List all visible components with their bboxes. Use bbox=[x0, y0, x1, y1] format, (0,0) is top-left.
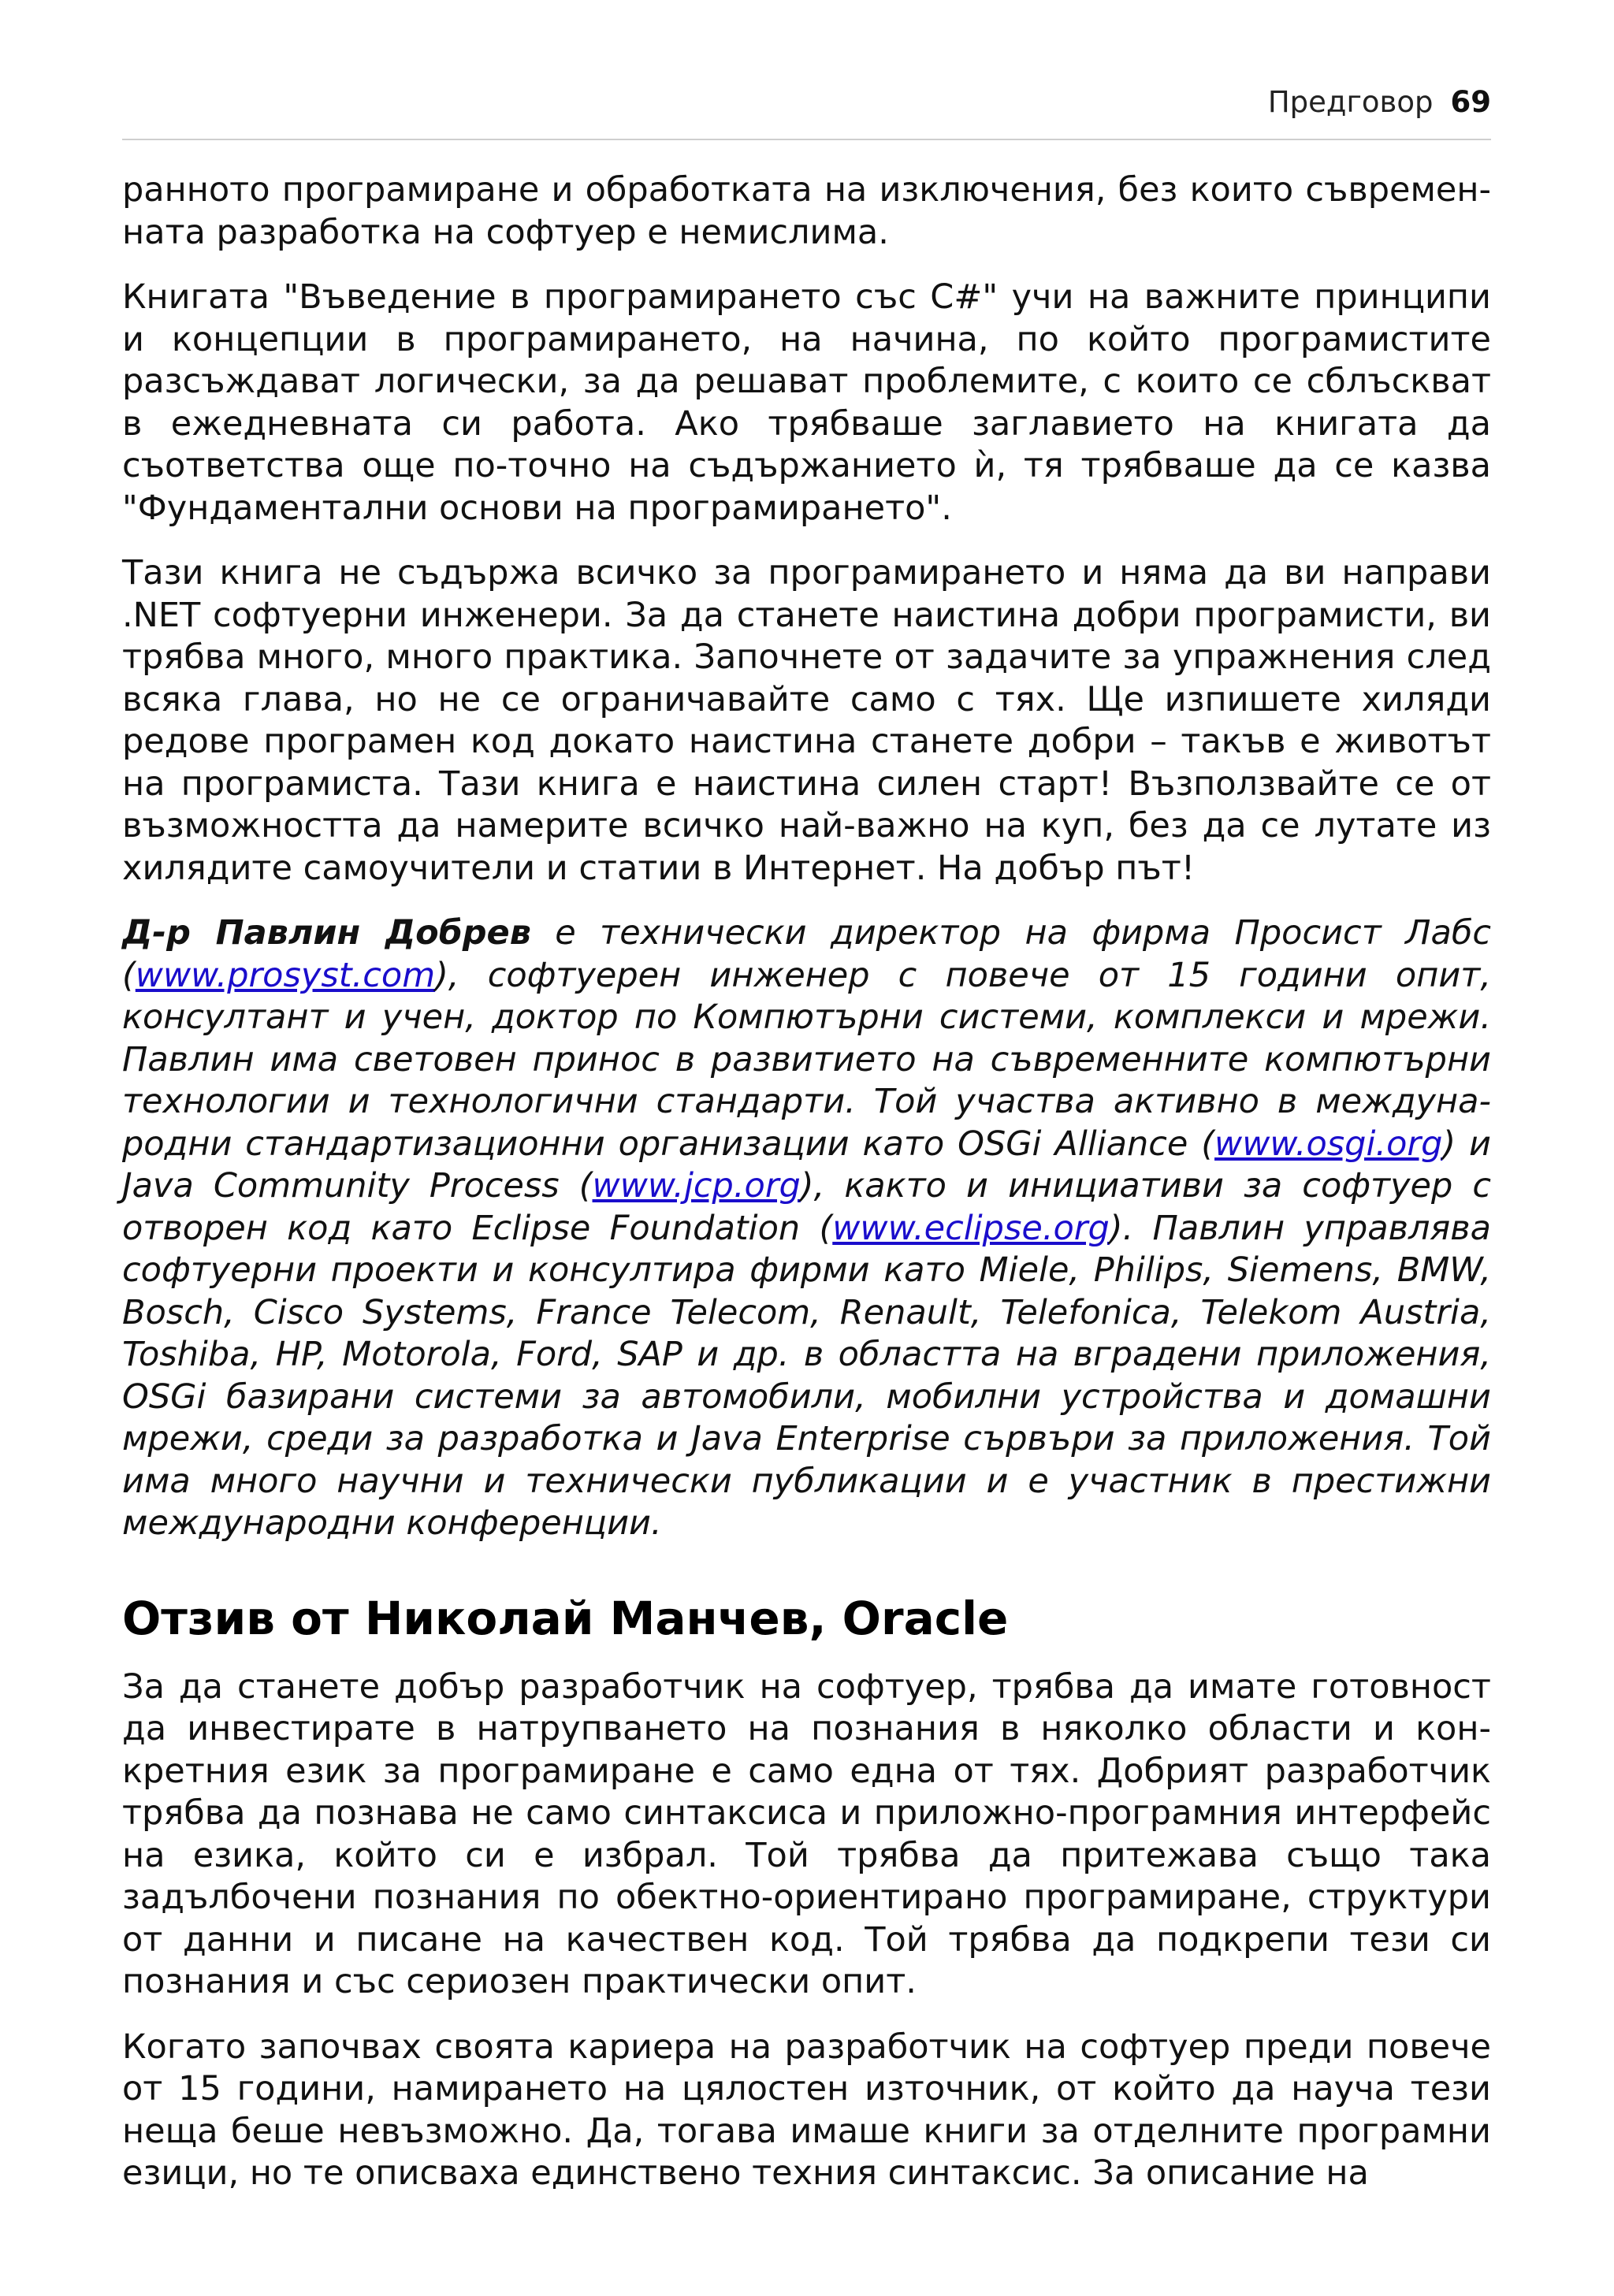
running-section-title: Предговор bbox=[1267, 85, 1434, 119]
paragraph-developer-skills: За да станете добър разработчик на софтуер, трябва да имате готовност да инвестирате в натрупването на познания в няколко области и конкретния език за програмиране е само една от тях. Добрият разработчик трябва да познава не само синтаксиса и приложно-програмния интерфейс на езика, който си е избрал. Той трябва да притежава също така задълбочени познания по обектно-ориентирано програмиране, структури от данни и писане на качествен код. Той трябва да подкрепи тези си познания и със сериозен практически опит. bbox=[122, 1666, 1491, 2001]
link-prosyst[interactable]: www.prosyst.com bbox=[135, 955, 436, 995]
bio-text: ), софтуерен инженер с повече от 15 години опит, консултант и учен, доктор по Компютърни системи, комплекси и мрежи. Павлин има световен принос в развитието на съвременните компютърни технологии и технологични стандарти. Той участва активно в международни стандартизационни организации като OSGi Alliance ( bbox=[122, 955, 1491, 1164]
link-eclipse[interactable]: www.eclipse.org bbox=[832, 1208, 1110, 1248]
paragraph-career-start: Когато започвах своята кариера на разработчик на софтуер преди повече от 15 години, намирането на цялостен източник, от който да науча тези неща беше невъзможно. Да, тогава имаше книги за отделните програмни езици, но те описваха единствено техния синтаксис. За описание на bbox=[122, 2027, 1491, 2193]
bio-text: ). Павлин управлява софтуерни проекти и консултира фирми като Miele, Philips, Siemens, BMW, Bosch, Cisco Systems, France Telecom, Renault, Telefonica, Telekom Austria, Toshiba, HP, Motorola, Ford, SAP и др. в областта на вградени приложения, OSGi базирани системи за автомобили, мобилни устройства и домашни мрежи, среди за разработка и Java Enterprise сървъри за приложения. Той има много научни и технически публикации и е участник в престижни международни конференции. bbox=[122, 1208, 1491, 1543]
page-number: 69 bbox=[1450, 85, 1491, 119]
paragraph-book-description: Книгата "Въведение в програмирането със C#" учи на важните принципи и концепции в програмирането, на начина, по който програмистите разсъждават логически, за да решават проблемите, с които се сблъскват в ежедневната си работа. Ако трябваше заглавието на книгата да съответства още по-точно на съдържанието ѝ, тя трябваше да се казва "Фундаментални основи на програмирането". bbox=[122, 277, 1491, 528]
page-header bbox=[122, 79, 1491, 140]
page-content bbox=[122, 169, 1491, 2218]
link-osgi[interactable]: www.osgi.org bbox=[1214, 1124, 1443, 1164]
paragraph-practice-advice: Тази книга не съдържа всичко за програмирането и няма да ви направи .NET софтуерни инженери. За да станете наистина добри програмисти, ви трябва много, много практика. Започнете от задачите за упражнения след всяка глава, но не се ограничавайте само с тях. Ще изпишете хиляди редове програмен код докато наистина станете добри – такъв е животът на програмиста. Тази книга е наистина силен старт! Възползвайте се от възможността да намерите всичко най-важно на куп, без да се лутате из хилядите самоучители и статии в Интернет. На добър път! bbox=[122, 553, 1491, 888]
bio-text: ) и Java Community Process ( bbox=[122, 1124, 1491, 1206]
bio-text: е технически директор на фирма Просист Лабс ( bbox=[122, 913, 1491, 995]
bio-text: ), както и инициативи за софтуер с отворен код като Eclipse Foundation ( bbox=[122, 1166, 1491, 1248]
author-name: Д-р Павлин Добрев bbox=[122, 913, 531, 953]
link-jcp[interactable]: www.jcp.org bbox=[592, 1166, 801, 1206]
paragraph-intro-continuation: ранното програмиране и обработката на изключения, без които съвременната разработка на софтуер е немислима. bbox=[122, 170, 1491, 252]
section-heading: Отзив от Николай Манчев, Oracle bbox=[122, 1591, 1009, 1645]
author-bio bbox=[122, 912, 1491, 1545]
